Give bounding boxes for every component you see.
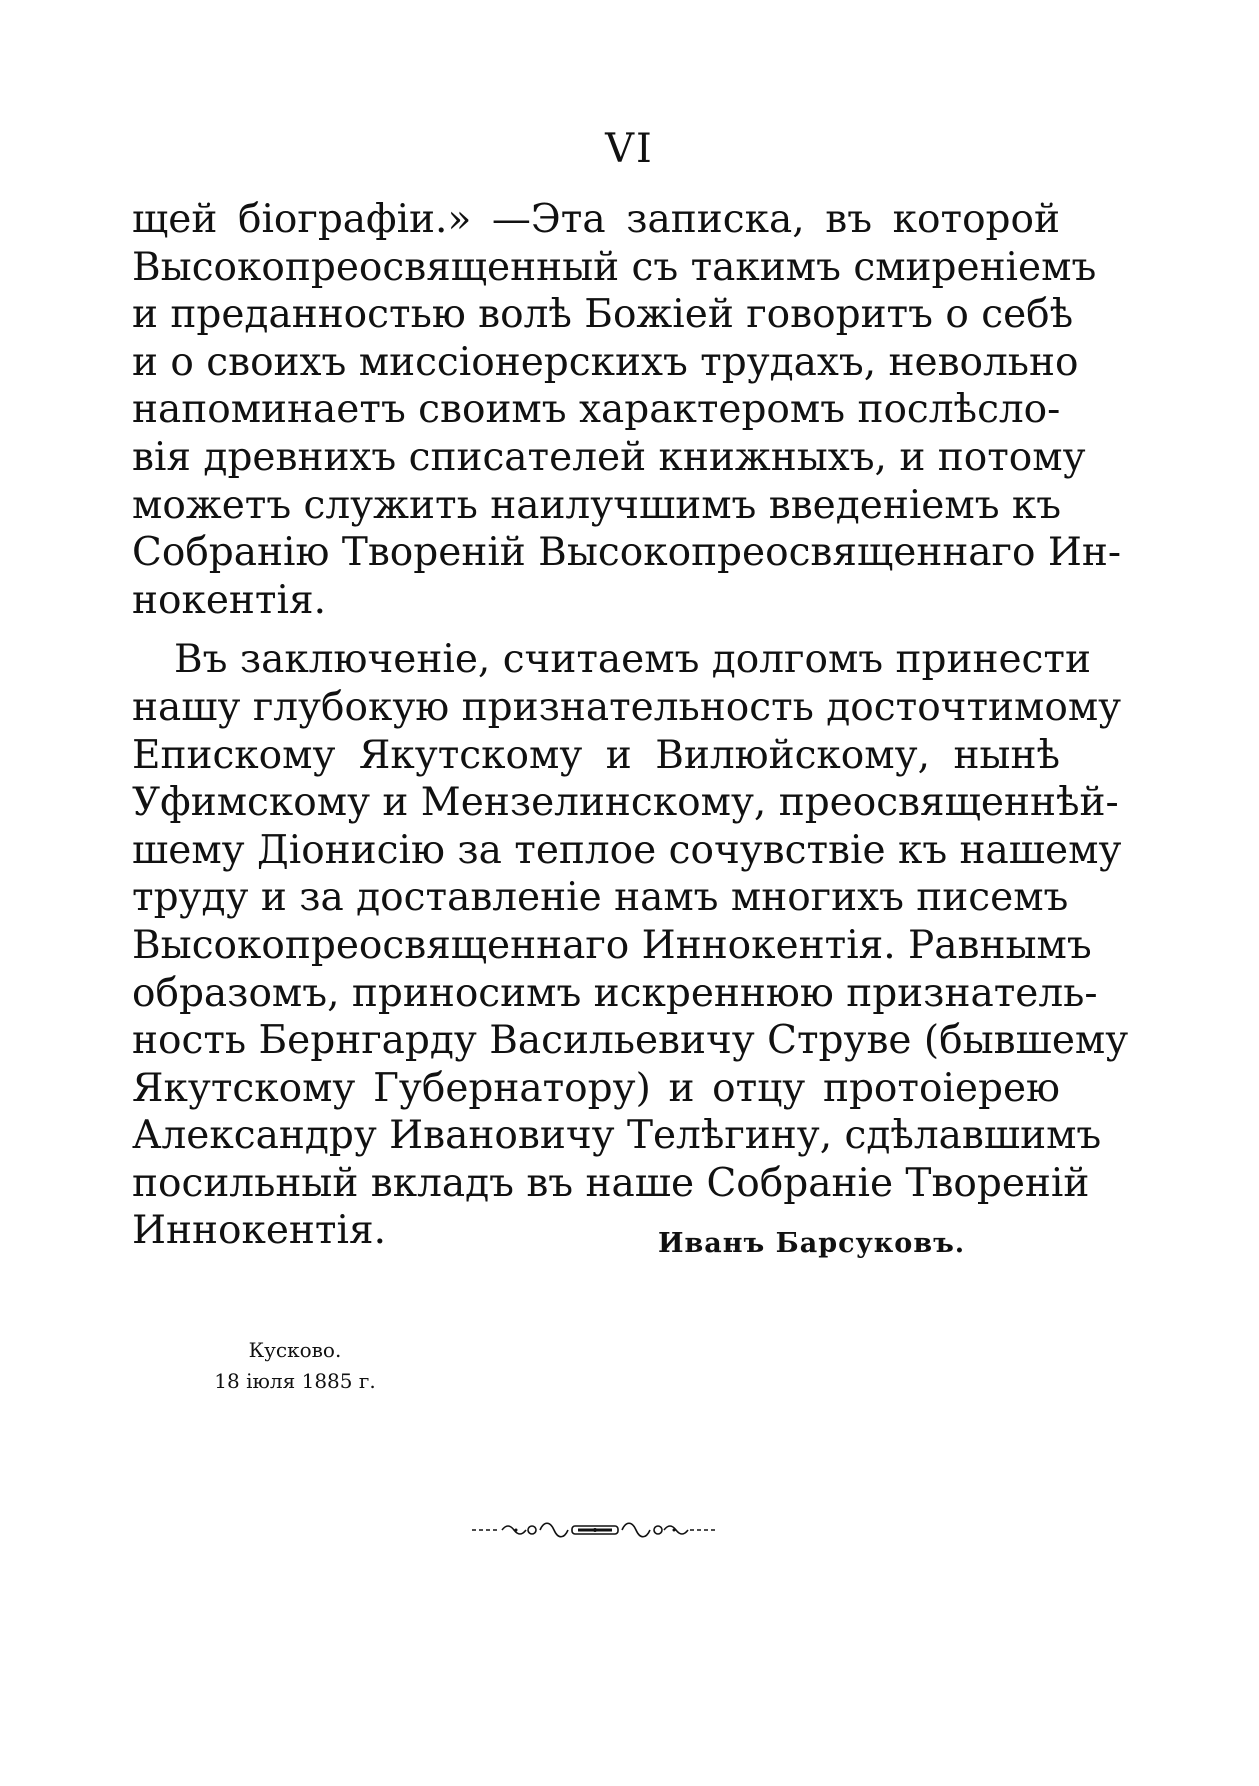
text-line: Высокопреосвященнаго Иннокентія. Равнымъ <box>132 922 1092 968</box>
text-line: шему Діонисію за теплое сочувствіе къ нашему <box>132 827 1122 873</box>
text-line: посильный вкладъ въ наше Собраніе Твореній <box>132 1160 1090 1206</box>
text-line: нашу глубокую признательность досточтимому <box>132 684 1122 730</box>
body-text <box>132 196 1129 1255</box>
text-line: ность Бернгарду Васильевичу Струве (бывшему <box>132 1018 1129 1064</box>
place: Кусково. <box>248 1338 342 1362</box>
text-line: щей біографіи.» —Эта записка, въ которой <box>132 197 1060 242</box>
text-line: и о своихъ миссіонерскихъ трудахъ, невольно <box>132 339 1079 385</box>
text-line: образомъ, приносимъ искреннюю признатель- <box>132 970 1098 1016</box>
date: 18 іюля 1885 г. <box>214 1369 376 1393</box>
text-line: Епискому Якутскому и Вилюйскому, нынѣ <box>132 732 1060 778</box>
place-date <box>190 1335 400 1397</box>
text-line: Александру Ивановичу Телѣгину, сдѣлавшимъ <box>132 1113 1102 1159</box>
text-line: Высокопреосвященный съ такимъ смиреніемъ <box>132 244 1097 290</box>
author-signature: Иванъ Барсуковъ. <box>658 1228 966 1259</box>
text-line: напоминаетъ своимъ характеромъ послѣсло- <box>132 387 1061 433</box>
page-number: VI <box>605 126 654 172</box>
text-line: Якутскому Губернатору) и отцу протоіерею <box>132 1065 1060 1111</box>
text-line: и преданностью волѣ Божіей говоритъ о себѣ <box>132 292 1074 338</box>
text-line: труду и за доставленіе намъ многихъ писемъ <box>132 875 1069 921</box>
text-line: можетъ служить наилучшимъ введеніемъ къ <box>132 482 1062 528</box>
text-line: вія древнихъ списателей книжныхъ, и потому <box>132 434 1086 480</box>
text-line: Собранію Твореній Высокопреосвященнаго Ин- <box>132 530 1122 576</box>
text-line: нокентія. <box>132 577 326 623</box>
text-line: Уфимскому и Мензелинскому, преосвященнѣй- <box>132 780 1119 826</box>
text-line: Въ заключеніе, считаемъ долгомъ принести <box>174 637 1091 683</box>
paragraph-1 <box>132 196 1122 624</box>
paragraph-2 <box>132 636 1129 1255</box>
text-line: Иннокентія. <box>132 1208 386 1254</box>
decorative-tailpiece-icon <box>470 1515 720 1545</box>
